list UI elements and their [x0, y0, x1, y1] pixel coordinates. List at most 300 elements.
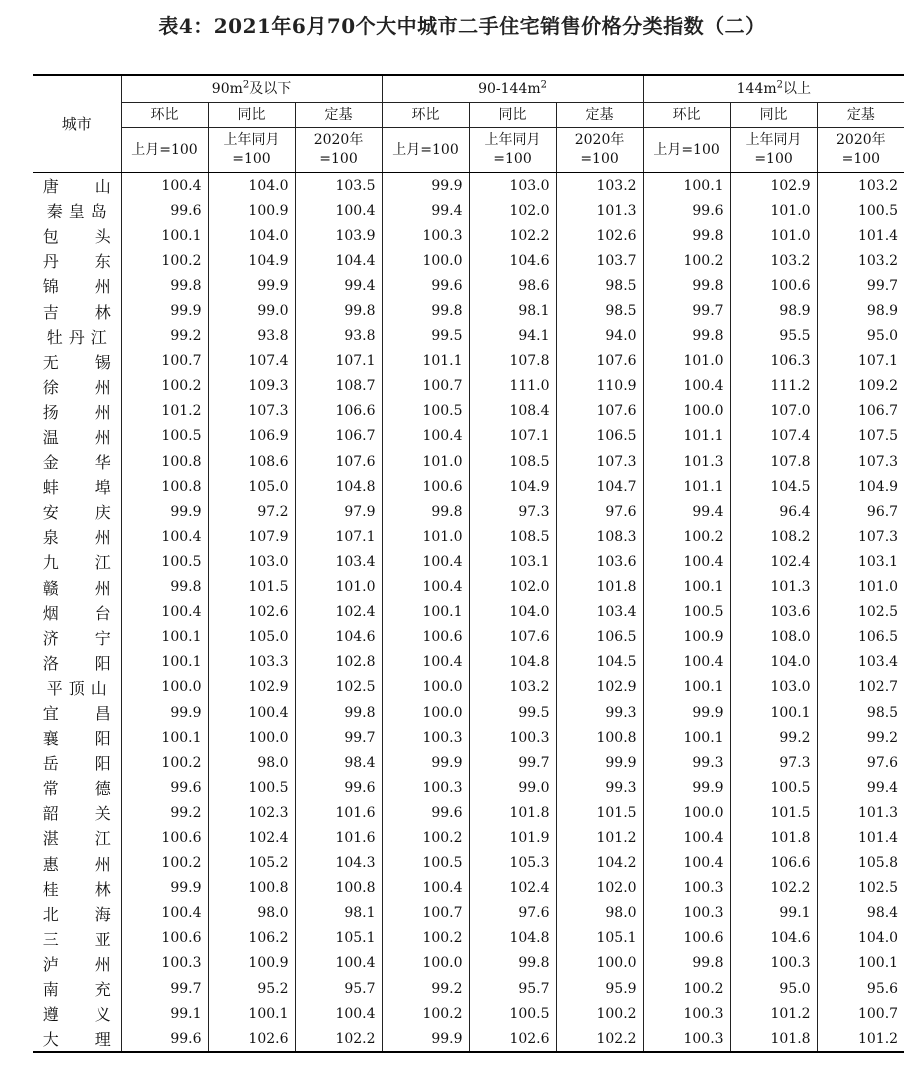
- city-name: 岳 阳: [42, 754, 111, 774]
- index-value-cell: 99.6: [295, 775, 382, 800]
- index-value-cell: 100.3: [382, 775, 469, 800]
- index-value-cell: 100.1: [121, 625, 208, 650]
- index-value-cell: 99.9: [121, 499, 208, 524]
- city-name: 泸 州: [42, 954, 111, 974]
- index-value-cell: 104.5: [556, 650, 643, 675]
- index-type-header: 环比: [643, 103, 730, 128]
- city-name: 包 头: [42, 227, 111, 247]
- index-value-cell: 104.0: [817, 926, 904, 951]
- size-group-header-2: [382, 75, 643, 103]
- index-value-cell: 104.6: [295, 625, 382, 650]
- index-value-cell: 101.8: [730, 825, 817, 850]
- index-value-cell: 100.4: [121, 901, 208, 926]
- index-value-cell: 99.2: [121, 324, 208, 349]
- city-cell: [33, 876, 121, 901]
- city-cell: [33, 499, 121, 524]
- index-value-cell: 102.4: [469, 876, 556, 901]
- index-value-cell: 101.5: [730, 800, 817, 825]
- index-value-cell: 105.0: [208, 474, 295, 499]
- index-value-cell: 94.1: [469, 324, 556, 349]
- index-value-cell: 104.8: [469, 650, 556, 675]
- index-value-cell: 100.4: [121, 524, 208, 549]
- index-value-cell: 103.9: [295, 223, 382, 248]
- city-name: 烟 台: [42, 603, 111, 623]
- index-value-cell: 108.2: [730, 524, 817, 549]
- table-row: [33, 951, 904, 976]
- index-value-cell: 95.5: [730, 324, 817, 349]
- index-value-cell: 104.2: [556, 851, 643, 876]
- city-cell: [33, 750, 121, 775]
- index-value-cell: 100.0: [121, 675, 208, 700]
- index-value-cell: 99.9: [382, 750, 469, 775]
- index-value-cell: 102.0: [556, 876, 643, 901]
- index-value-cell: 101.0: [730, 223, 817, 248]
- size-group-superscript: 2: [242, 79, 250, 91]
- size-group-label: 144m: [736, 81, 777, 97]
- city-cell: [33, 248, 121, 273]
- city-cell: [33, 650, 121, 675]
- index-value-cell: 99.8: [643, 273, 730, 298]
- table-row: [33, 575, 904, 600]
- index-value-cell: 106.2: [208, 926, 295, 951]
- index-value-cell: 101.2: [730, 1001, 817, 1026]
- index-value-cell: 99.9: [643, 700, 730, 725]
- index-type-header: 定基: [556, 103, 643, 128]
- index-value-cell: 101.1: [382, 349, 469, 374]
- index-value-cell: 101.8: [730, 1026, 817, 1052]
- index-value-cell: 104.6: [730, 926, 817, 951]
- index-value-cell: 101.0: [382, 449, 469, 474]
- index-value-cell: 103.1: [469, 549, 556, 574]
- index-value-cell: 103.6: [730, 600, 817, 625]
- index-value-cell: 107.3: [817, 449, 904, 474]
- index-value-cell: 103.7: [556, 248, 643, 273]
- index-value-cell: 102.5: [817, 876, 904, 901]
- index-value-cell: 107.1: [295, 349, 382, 374]
- index-value-cell: 100.4: [643, 851, 730, 876]
- table-row: [33, 374, 904, 399]
- table-row: [33, 650, 904, 675]
- index-value-cell: 100.4: [643, 549, 730, 574]
- index-value-cell: 107.3: [208, 399, 295, 424]
- table-row: [33, 901, 904, 926]
- city-column-header: 城市: [33, 75, 121, 173]
- index-type-header: 定基: [817, 103, 904, 128]
- index-value-cell: 97.2: [208, 499, 295, 524]
- index-value-cell: 102.2: [730, 876, 817, 901]
- index-value-cell: 102.9: [556, 675, 643, 700]
- header-row-groups: [33, 75, 904, 103]
- index-value-cell: 100.3: [469, 725, 556, 750]
- index-value-cell: 106.5: [556, 424, 643, 449]
- index-value-cell: 101.2: [817, 1026, 904, 1052]
- index-value-cell: 99.9: [382, 1026, 469, 1052]
- city-cell: [33, 424, 121, 449]
- index-value-cell: 97.9: [295, 499, 382, 524]
- index-value-cell: 100.2: [643, 524, 730, 549]
- index-value-cell: 101.0: [730, 198, 817, 223]
- index-value-cell: 107.4: [730, 424, 817, 449]
- index-value-cell: 100.1: [643, 575, 730, 600]
- index-value-cell: 100.2: [643, 976, 730, 1001]
- index-value-cell: 100.2: [382, 926, 469, 951]
- index-value-cell: 94.0: [556, 324, 643, 349]
- index-value-cell: 99.9: [643, 775, 730, 800]
- index-value-cell: 100.0: [382, 248, 469, 273]
- table-row: [33, 549, 904, 574]
- table-row: [33, 248, 904, 273]
- index-value-cell: 100.5: [817, 198, 904, 223]
- index-value-cell: 100.1: [643, 725, 730, 750]
- index-value-cell: 95.7: [469, 976, 556, 1001]
- table-row: [33, 675, 904, 700]
- index-value-cell: 103.0: [469, 173, 556, 199]
- city-name: 南 充: [42, 980, 111, 1000]
- index-value-cell: 99.2: [382, 976, 469, 1001]
- index-value-cell: 100.0: [643, 399, 730, 424]
- index-value-cell: 100.0: [208, 725, 295, 750]
- index-value-cell: 103.5: [295, 173, 382, 199]
- index-value-cell: 102.0: [469, 575, 556, 600]
- city-cell: [33, 273, 121, 298]
- index-value-cell: 102.2: [469, 223, 556, 248]
- index-value-cell: 99.5: [382, 324, 469, 349]
- index-value-cell: 99.2: [817, 725, 904, 750]
- city-cell: [33, 349, 121, 374]
- index-value-cell: 100.8: [121, 449, 208, 474]
- index-value-cell: 96.7: [817, 499, 904, 524]
- index-value-cell: 100.5: [643, 600, 730, 625]
- index-value-cell: 99.9: [208, 273, 295, 298]
- index-value-cell: 100.4: [208, 700, 295, 725]
- index-value-cell: 102.9: [730, 173, 817, 199]
- city-name: 济 宁: [42, 628, 111, 648]
- index-value-cell: 100.3: [730, 951, 817, 976]
- index-value-cell: 99.0: [208, 298, 295, 323]
- index-value-cell: 106.7: [817, 399, 904, 424]
- index-value-cell: 99.8: [643, 324, 730, 349]
- table-row: [33, 725, 904, 750]
- size-group-superscript: 2: [540, 79, 547, 91]
- index-value-cell: 99.9: [556, 750, 643, 775]
- index-value-cell: 107.3: [556, 449, 643, 474]
- index-value-cell: 107.1: [469, 424, 556, 449]
- index-value-cell: 102.6: [469, 1026, 556, 1052]
- index-value-cell: 103.4: [556, 600, 643, 625]
- index-value-cell: 105.1: [295, 926, 382, 951]
- index-value-cell: 99.6: [382, 273, 469, 298]
- index-value-cell: 99.8: [295, 298, 382, 323]
- index-value-cell: 99.7: [121, 976, 208, 1001]
- index-value-cell: 103.2: [817, 248, 904, 273]
- index-type-header: 环比: [121, 103, 208, 128]
- index-value-cell: 100.4: [121, 600, 208, 625]
- index-value-cell: 101.0: [643, 349, 730, 374]
- index-value-cell: 105.1: [556, 926, 643, 951]
- table-row: [33, 474, 904, 499]
- index-value-cell: 109.2: [817, 374, 904, 399]
- index-value-cell: 99.7: [643, 298, 730, 323]
- city-name: 常 德: [42, 779, 111, 799]
- index-value-cell: 102.6: [208, 1026, 295, 1052]
- index-value-cell: 107.6: [556, 349, 643, 374]
- city-cell: [33, 700, 121, 725]
- city-name: 秦皇岛: [46, 202, 107, 222]
- index-value-cell: 100.1: [208, 1001, 295, 1026]
- index-value-cell: 98.5: [556, 298, 643, 323]
- index-value-cell: 98.0: [208, 901, 295, 926]
- index-value-cell: 100.2: [556, 1001, 643, 1026]
- table-row: [33, 399, 904, 424]
- index-value-cell: 101.0: [295, 575, 382, 600]
- index-value-cell: 101.8: [556, 575, 643, 600]
- index-value-cell: 102.6: [556, 223, 643, 248]
- index-value-cell: 99.9: [121, 876, 208, 901]
- index-value-cell: 108.7: [295, 374, 382, 399]
- index-value-cell: 100.4: [643, 825, 730, 850]
- city-name: 锦 州: [42, 277, 111, 297]
- table-row: [33, 851, 904, 876]
- index-value-cell: 99.6: [643, 198, 730, 223]
- index-value-cell: 100.1: [121, 650, 208, 675]
- index-value-cell: 100.0: [382, 675, 469, 700]
- index-value-cell: 108.3: [556, 524, 643, 549]
- index-value-cell: 103.2: [556, 173, 643, 199]
- index-value-cell: 100.3: [643, 901, 730, 926]
- index-value-cell: 102.9: [208, 675, 295, 700]
- index-value-cell: 100.4: [643, 374, 730, 399]
- index-value-cell: 107.9: [208, 524, 295, 549]
- index-value-cell: 99.6: [121, 1026, 208, 1052]
- index-value-cell: 104.3: [295, 851, 382, 876]
- city-cell: [33, 800, 121, 825]
- city-cell: [33, 1001, 121, 1026]
- price-index-table: [33, 74, 904, 1053]
- index-value-cell: 104.0: [730, 650, 817, 675]
- city-name: 扬 州: [42, 402, 111, 422]
- index-value-cell: 98.9: [817, 298, 904, 323]
- index-value-cell: 99.1: [121, 1001, 208, 1026]
- size-group-suffix: 以上: [783, 81, 811, 97]
- table-row: [33, 349, 904, 374]
- index-value-cell: 104.6: [469, 248, 556, 273]
- header-row-base: [33, 128, 904, 173]
- city-name: 安 庆: [42, 503, 111, 523]
- index-value-cell: 100.0: [382, 700, 469, 725]
- index-value-cell: 101.9: [469, 825, 556, 850]
- index-value-cell: 102.4: [208, 825, 295, 850]
- city-cell: [33, 198, 121, 223]
- index-value-cell: 104.0: [208, 223, 295, 248]
- index-value-cell: 99.7: [817, 273, 904, 298]
- index-base-header: 上年同月=100: [469, 128, 556, 173]
- page-title: 表4：2021年6月70个大中城市二手住宅销售价格分类指数（二）: [158, 14, 766, 38]
- index-value-cell: 95.6: [817, 976, 904, 1001]
- index-base-header: 上年同月=100: [730, 128, 817, 173]
- index-value-cell: 101.1: [643, 474, 730, 499]
- index-value-cell: 101.4: [817, 223, 904, 248]
- index-value-cell: 100.4: [382, 650, 469, 675]
- index-value-cell: 102.5: [295, 675, 382, 700]
- index-value-cell: 103.1: [817, 549, 904, 574]
- index-value-cell: 108.0: [730, 625, 817, 650]
- index-value-cell: 104.9: [469, 474, 556, 499]
- index-value-cell: 101.3: [817, 800, 904, 825]
- index-type-header: 同比: [730, 103, 817, 128]
- index-value-cell: 107.1: [295, 524, 382, 549]
- index-value-cell: 97.6: [556, 499, 643, 524]
- city-name: 惠 州: [42, 854, 111, 874]
- index-value-cell: 98.1: [469, 298, 556, 323]
- city-cell: [33, 675, 121, 700]
- index-value-cell: 100.1: [382, 600, 469, 625]
- city-cell: [33, 575, 121, 600]
- index-value-cell: 100.3: [643, 1026, 730, 1052]
- city-name: 温 州: [42, 427, 111, 447]
- index-value-cell: 100.6: [382, 474, 469, 499]
- city-name: 吉 林: [42, 302, 111, 322]
- index-value-cell: 99.4: [817, 775, 904, 800]
- index-value-cell: 104.8: [469, 926, 556, 951]
- index-value-cell: 98.6: [469, 273, 556, 298]
- index-value-cell: 104.9: [817, 474, 904, 499]
- index-value-cell: 104.0: [208, 173, 295, 199]
- index-value-cell: 107.3: [817, 524, 904, 549]
- index-value-cell: 99.7: [295, 725, 382, 750]
- index-value-cell: 101.0: [817, 575, 904, 600]
- index-value-cell: 103.2: [469, 675, 556, 700]
- city-name: 牡丹江: [46, 327, 107, 347]
- index-value-cell: 108.6: [208, 449, 295, 474]
- index-value-cell: 101.2: [121, 399, 208, 424]
- index-value-cell: 101.4: [817, 825, 904, 850]
- index-value-cell: 100.7: [382, 374, 469, 399]
- index-value-cell: 98.4: [817, 901, 904, 926]
- city-name: 泉 州: [42, 528, 111, 548]
- index-value-cell: 107.6: [469, 625, 556, 650]
- index-value-cell: 107.8: [469, 349, 556, 374]
- index-value-cell: 99.4: [295, 273, 382, 298]
- index-value-cell: 103.0: [730, 675, 817, 700]
- index-base-header: 2020年=100: [295, 128, 382, 173]
- index-value-cell: 99.9: [121, 700, 208, 725]
- index-value-cell: 100.4: [295, 951, 382, 976]
- city-name: 遵 义: [42, 1005, 111, 1025]
- table-row: [33, 1026, 904, 1052]
- index-value-cell: 102.6: [208, 600, 295, 625]
- index-base-header: 2020年=100: [817, 128, 904, 173]
- index-value-cell: 100.3: [121, 951, 208, 976]
- city-cell: [33, 474, 121, 499]
- city-cell: [33, 775, 121, 800]
- city-name: 九 江: [42, 553, 111, 573]
- index-value-cell: 100.4: [295, 198, 382, 223]
- index-value-cell: 100.9: [208, 951, 295, 976]
- table-row: [33, 273, 904, 298]
- index-value-cell: 101.6: [295, 800, 382, 825]
- index-value-cell: 101.2: [556, 825, 643, 850]
- index-value-cell: 101.8: [469, 800, 556, 825]
- index-value-cell: 100.1: [730, 700, 817, 725]
- index-value-cell: 100.8: [556, 725, 643, 750]
- table-row: [33, 800, 904, 825]
- city-cell: [33, 600, 121, 625]
- city-cell: [33, 901, 121, 926]
- index-value-cell: 100.4: [382, 876, 469, 901]
- city-name: 洛 阳: [42, 653, 111, 673]
- index-type-header: 同比: [208, 103, 295, 128]
- index-value-cell: 100.5: [121, 424, 208, 449]
- index-value-cell: 100.2: [121, 374, 208, 399]
- city-name: 赣 州: [42, 578, 111, 598]
- index-value-cell: 104.0: [469, 600, 556, 625]
- index-value-cell: 100.2: [121, 248, 208, 273]
- index-value-cell: 100.1: [643, 173, 730, 199]
- index-value-cell: 98.0: [208, 750, 295, 775]
- index-value-cell: 100.3: [643, 876, 730, 901]
- index-value-cell: 99.6: [121, 198, 208, 223]
- index-value-cell: 105.3: [469, 851, 556, 876]
- table-row: [33, 825, 904, 850]
- index-value-cell: 100.2: [121, 750, 208, 775]
- table-row: [33, 775, 904, 800]
- index-value-cell: 100.8: [121, 474, 208, 499]
- index-value-cell: 100.5: [382, 399, 469, 424]
- index-value-cell: 95.9: [556, 976, 643, 1001]
- index-value-cell: 101.3: [643, 449, 730, 474]
- index-value-cell: 99.8: [469, 951, 556, 976]
- index-value-cell: 100.0: [556, 951, 643, 976]
- table-row: [33, 926, 904, 951]
- city-cell: [33, 399, 121, 424]
- index-value-cell: 100.8: [295, 876, 382, 901]
- city-name: 韶 关: [42, 804, 111, 824]
- index-value-cell: 99.8: [643, 951, 730, 976]
- table-row: [33, 976, 904, 1001]
- index-value-cell: 102.2: [556, 1026, 643, 1052]
- index-value-cell: 102.8: [295, 650, 382, 675]
- table-row: [33, 223, 904, 248]
- index-value-cell: 99.8: [121, 575, 208, 600]
- index-value-cell: 99.4: [643, 499, 730, 524]
- index-base-header: 上月=100: [121, 128, 208, 173]
- size-group-label: 90m: [211, 81, 243, 97]
- index-value-cell: 100.4: [382, 575, 469, 600]
- index-value-cell: 103.2: [730, 248, 817, 273]
- index-value-cell: 100.2: [382, 1001, 469, 1026]
- index-base-header: 上月=100: [643, 128, 730, 173]
- city-cell: [33, 449, 121, 474]
- table-row: [33, 449, 904, 474]
- index-value-cell: 106.9: [208, 424, 295, 449]
- index-value-cell: 102.4: [730, 549, 817, 574]
- index-value-cell: 101.3: [556, 198, 643, 223]
- index-value-cell: 109.3: [208, 374, 295, 399]
- table-row: [33, 324, 904, 349]
- index-value-cell: 103.4: [295, 549, 382, 574]
- index-value-cell: 100.5: [121, 549, 208, 574]
- index-base-header: 上月=100: [382, 128, 469, 173]
- city-name: 无 锡: [42, 352, 111, 372]
- index-value-cell: 100.8: [208, 876, 295, 901]
- index-value-cell: 101.5: [208, 575, 295, 600]
- index-value-cell: 100.9: [208, 198, 295, 223]
- index-value-cell: 98.4: [295, 750, 382, 775]
- index-base-header: 2020年=100: [556, 128, 643, 173]
- index-value-cell: 99.2: [730, 725, 817, 750]
- index-value-cell: 100.3: [382, 223, 469, 248]
- index-value-cell: 98.9: [730, 298, 817, 323]
